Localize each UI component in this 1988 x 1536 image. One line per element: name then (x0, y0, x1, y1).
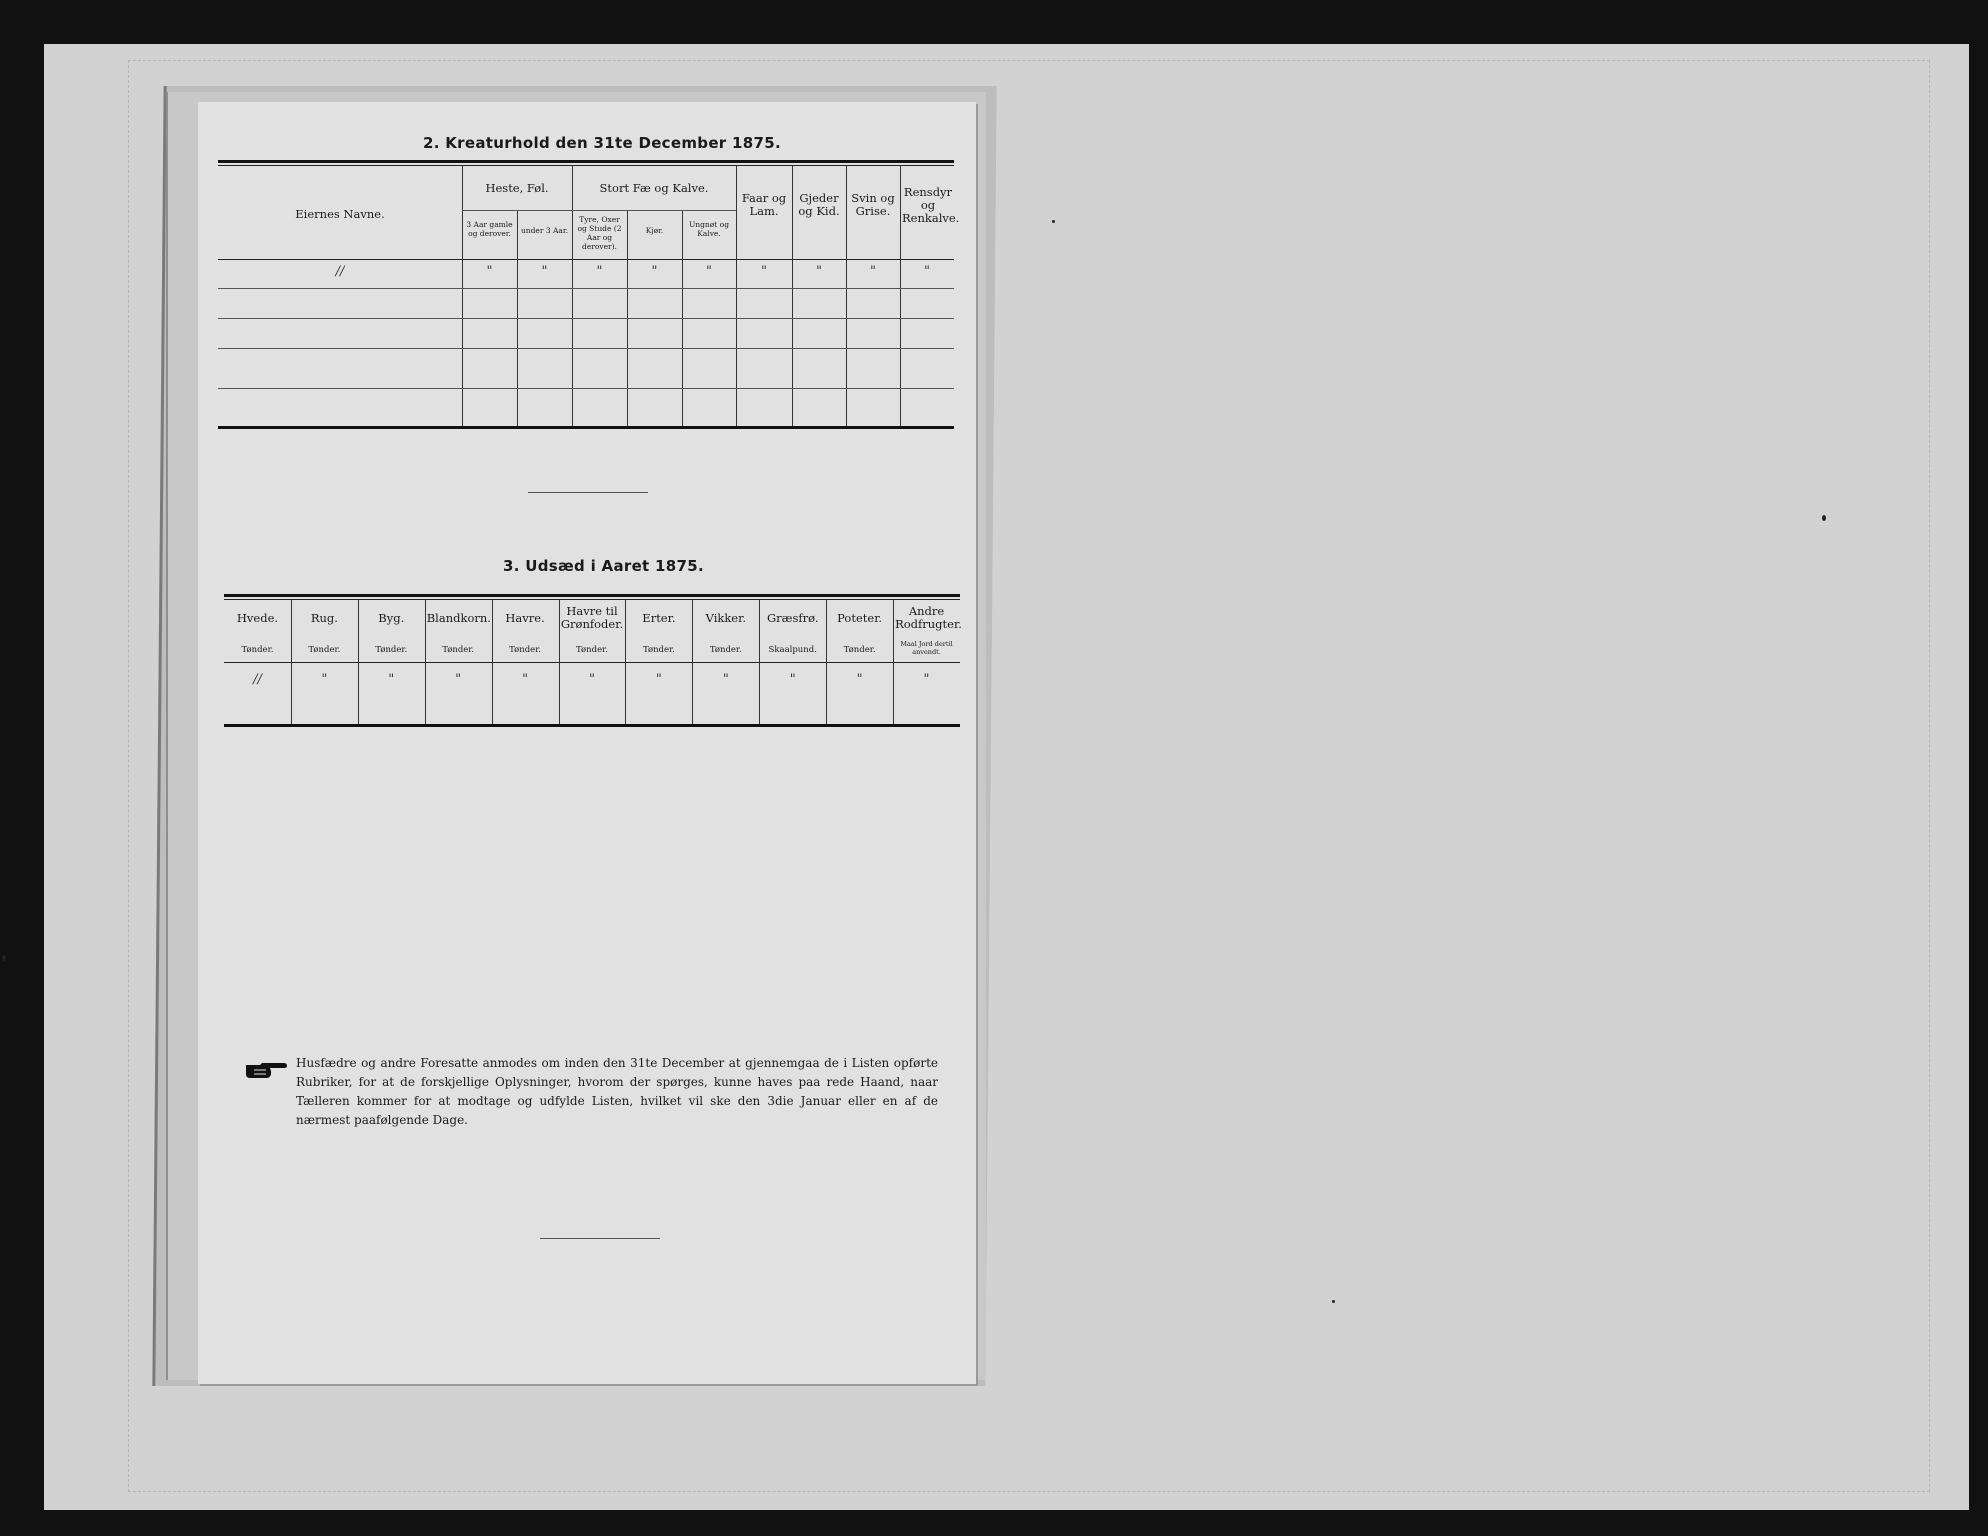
seed-col-label: Poteter. (837, 611, 883, 625)
cell-ungnot: " (706, 264, 712, 279)
col-tyre-oxer: Tyre, Oxer og Stude (2 Aar og derover). (577, 215, 622, 251)
group-underline (462, 210, 572, 211)
section2-title: 2. Kreaturhold den 31te December 1875. (423, 134, 781, 152)
cell-owner: // (335, 264, 345, 279)
seed-col-unit: Tønder. (509, 645, 542, 655)
section3-title: 3. Udsæd i Aaret 1875. (503, 557, 704, 575)
seed-col-label: Havre til Grønfoder. (560, 604, 624, 631)
section-divider (528, 492, 648, 493)
table-row-rule (218, 288, 954, 289)
header-bottom-rule (218, 259, 954, 260)
header-bottom-rule (224, 662, 960, 663)
seed-col-unit: Tønder. (642, 645, 675, 655)
table-rule (218, 160, 954, 163)
seed-col-value: " (789, 672, 796, 687)
group-stort-fae: Stort Fæ og Kalve. (599, 181, 709, 195)
col-kjor: Kjør. (645, 226, 664, 235)
col-gjeder: Gjeder og Kid. (798, 191, 840, 218)
col-heste-3aar: 3 Aar gamle og derover. (466, 220, 513, 238)
cell-tyre: " (596, 264, 603, 279)
seed-col-unit: Tønder. (308, 645, 341, 655)
column-divider (462, 166, 463, 426)
cell-kjor: " (651, 264, 658, 279)
seed-col-unit: Skaalpund. (768, 645, 817, 655)
col-faar: Faar og Lam. (741, 191, 787, 218)
cell-gjeder: " (816, 264, 822, 279)
table-bottom-rule (218, 426, 954, 429)
dust-speck (1332, 1300, 1335, 1303)
seed-col-value: " (588, 672, 595, 687)
seed-col-value: " (722, 672, 729, 687)
notice-text: Husfædre og andre Foresatte anmodes om inden den 31te December at gjennemgaa de i Listen opførte Rubriker, for at de forskjellige Oplysninger, hvorom der spørges, kunne haves paa rede Haand, naar Tælleren kommer for at modtage og udfylde Listen, hvilket vil ske den 3die Januar eller en af de nærmest paafølgende Dage. (296, 1056, 938, 1127)
seed-col-value: // (253, 672, 262, 687)
table-row-rule (218, 348, 954, 349)
column-divider (792, 166, 793, 426)
col-rensdyr: Rensdyr og Renkalve. (902, 185, 960, 225)
column-divider (736, 166, 737, 426)
dust-speck (1052, 220, 1055, 223)
cell-rensdyr: " (924, 264, 930, 279)
seed-col-unit: Tønder. (843, 645, 876, 655)
col-ungnot: Ungnøt og Kalve. (688, 220, 729, 238)
form-page (198, 102, 976, 1384)
column-divider (846, 166, 847, 426)
dust-speck (2, 955, 6, 961)
col-owner-name: Eiernes Navne. (295, 207, 385, 221)
seed-col-unit: Tønder. (241, 645, 274, 655)
seed-col-label: Byg. (378, 611, 405, 625)
column-divider (900, 166, 901, 426)
group-underline (572, 210, 736, 211)
table-row-rule (218, 318, 954, 319)
cell-heste-3aar: " (486, 264, 493, 279)
cell-faar: " (761, 264, 767, 279)
seed-col-value: " (923, 672, 930, 687)
cell-svin: " (870, 264, 876, 279)
table-row-rule (218, 388, 954, 389)
seed-col-label: Hvede. (236, 611, 279, 625)
col-heste-under: under 3 Aar. (520, 226, 569, 235)
seed-col-value: " (856, 672, 863, 687)
column-divider (572, 166, 573, 426)
dust-speck (1822, 515, 1826, 521)
seed-col-label: Rug. (310, 611, 338, 625)
pointing-hand-icon (244, 1060, 288, 1080)
seed-col-label: Havre. (505, 611, 545, 625)
seed-col-label: Andre Rodfrugter. (895, 604, 962, 631)
seed-col-unit: Tønder. (442, 645, 475, 655)
seed-col-value: " (455, 672, 462, 687)
table-rule (224, 599, 960, 600)
seed-col-unit: Tønder. (709, 645, 742, 655)
table-bottom-rule (224, 724, 960, 727)
seed-col-label: Erter. (642, 611, 676, 625)
seed-col-unit: Tønder. (375, 645, 408, 655)
group-heste: Heste, Føl. (485, 181, 549, 195)
seed-col-unit: Tønder. (576, 645, 608, 655)
seed-col-label: Blandkorn. (426, 611, 491, 625)
col-svin: Svin og Grise. (851, 191, 895, 218)
seed-col-label: Græsfrø. (766, 611, 819, 625)
seed-col-value: " (321, 672, 328, 687)
seed-col-unit: Maal Jord dertil anvendt. (900, 640, 953, 656)
seed-col-value: " (655, 672, 662, 687)
seed-col-value: " (388, 672, 395, 687)
cell-heste-under: " (541, 264, 548, 279)
seed-col-value: " (522, 672, 529, 687)
closing-rule (540, 1238, 660, 1239)
table-rule (224, 594, 960, 597)
table-rule (218, 165, 954, 166)
seed-col-label: Vikker. (705, 611, 747, 625)
